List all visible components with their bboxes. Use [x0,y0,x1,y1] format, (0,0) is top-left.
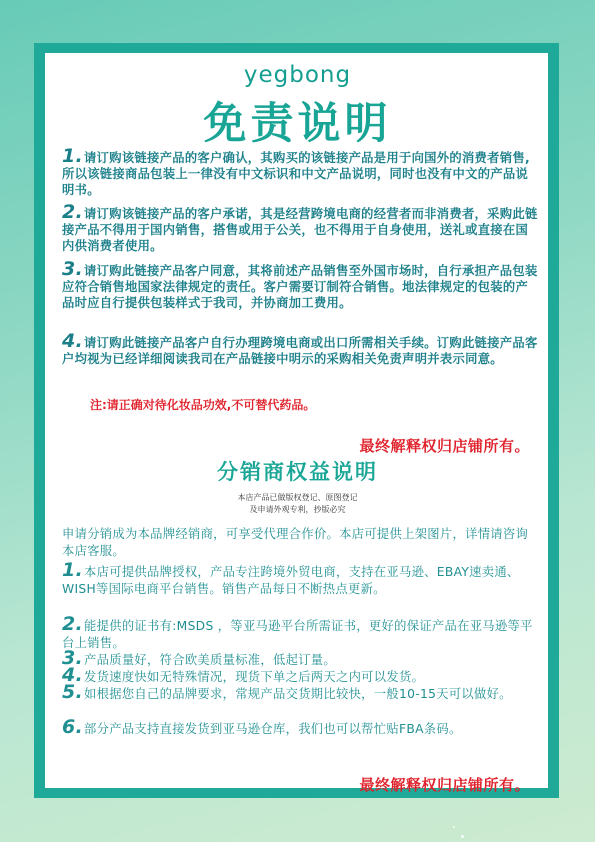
item-number: 5. [62,681,84,703]
distributor-item-1 [62,559,540,597]
disclaimer-item-3 [62,258,540,311]
item-text: 如根据您自己的品牌要求，常规产品交货期比较快，一般10-15天可以做好。 [84,687,512,701]
distributor-item-5 [62,681,540,703]
distributor-subtitle: 分销商权益说明 [217,460,378,484]
item-text: 请订购该链接产品的客户承诺，其是经营跨境电商的经营者而非消费者，采购此链接产品不得用于国内销售，搭售或用于公关，也不得用于自身使用，送礼或直接在国内供消费者使用。 [62,207,538,253]
final-rights-statement: 最终解释权归店铺所有。 [359,437,530,455]
item-number: 1. [62,145,84,167]
page-title: 免责说明 [203,99,392,149]
distributor-intro: 申请分销成为本品牌经销商，可享受代理合作价。本店可提供上架图片，详情请咨询本店客服。 [62,527,529,558]
final-rights-statement: 最终解释权归店铺所有。 [359,776,530,794]
item-number: 3. [62,258,84,280]
item-number: 3. [62,647,84,669]
background-sparkle [461,835,464,838]
item-text: 能提供的证书有:MSDS ，等亚马逊平台所需证书，更好的保证产品在亚马逊等平台上销售。 [62,619,533,650]
item-text: 发货速度快如无特殊情况，现货下单之后两天之内可以发货。 [84,670,425,684]
item-text: 本店可提供品牌授权，产品专注跨境外贸电商，支持在亚马逊、EBAY速卖通、WISH等国际电商平台销售。销售产品每日不断热点更新。 [62,565,520,596]
distributor-item-4 [62,664,540,686]
disclaimer-item-2 [62,201,540,254]
distributor-item-6 [62,716,540,738]
item-text: 产品质量好，符合欧美质量标准，低起订量。 [84,653,336,667]
item-number: 1. [62,559,84,581]
cosmetics-note: 注:请正确对待化妆品功效,不可替代药品。 [90,398,316,412]
item-text: 请订购此链接产品客户同意，其将前述产品销售至外国市场时，自行承担产品包装应符合销售地国家法律规定的责任。客户需要订制符合销售。地法律规定的包装的产品时应自行提供包装样式于我司，并协商加工费用。 [62,264,538,310]
item-text: 请订购此链接产品客户自行办理跨境电商或出口所需相关手续。订购此链接产品客户均视为已经详细阅读我司在产品链接中明示的采购相关免责声明并表示同意。 [62,336,538,366]
item-number: 6. [62,716,84,738]
item-number: 2. [62,201,84,223]
distributor-item-3 [62,647,540,669]
copyright-line: 本店产品已做版权登记、原图登记 [237,493,358,502]
background-sparkle [453,826,455,828]
item-number: 2. [62,613,84,635]
brand-name: yegbong [243,62,352,88]
disclaimer-item-4 [62,330,540,368]
item-number: 4. [62,664,84,686]
item-text: 请订购该链接产品的客户确认，其购买的该链接产品是用于向国外的消费者销售,所以该链接商品包装上一律没有中文标识和中文产品说明，同时也没有中文的产品说明书。 [62,151,530,197]
item-number: 4. [62,330,84,352]
copyright-line: 及申请外观专利，抄版必究 [249,505,346,514]
disclaimer-item-1 [62,145,540,198]
item-text: 部分产品支持直接发货到亚马逊仓库，我们也可以帮忙贴FBA条码。 [84,722,462,736]
distributor-item-2 [62,613,540,651]
